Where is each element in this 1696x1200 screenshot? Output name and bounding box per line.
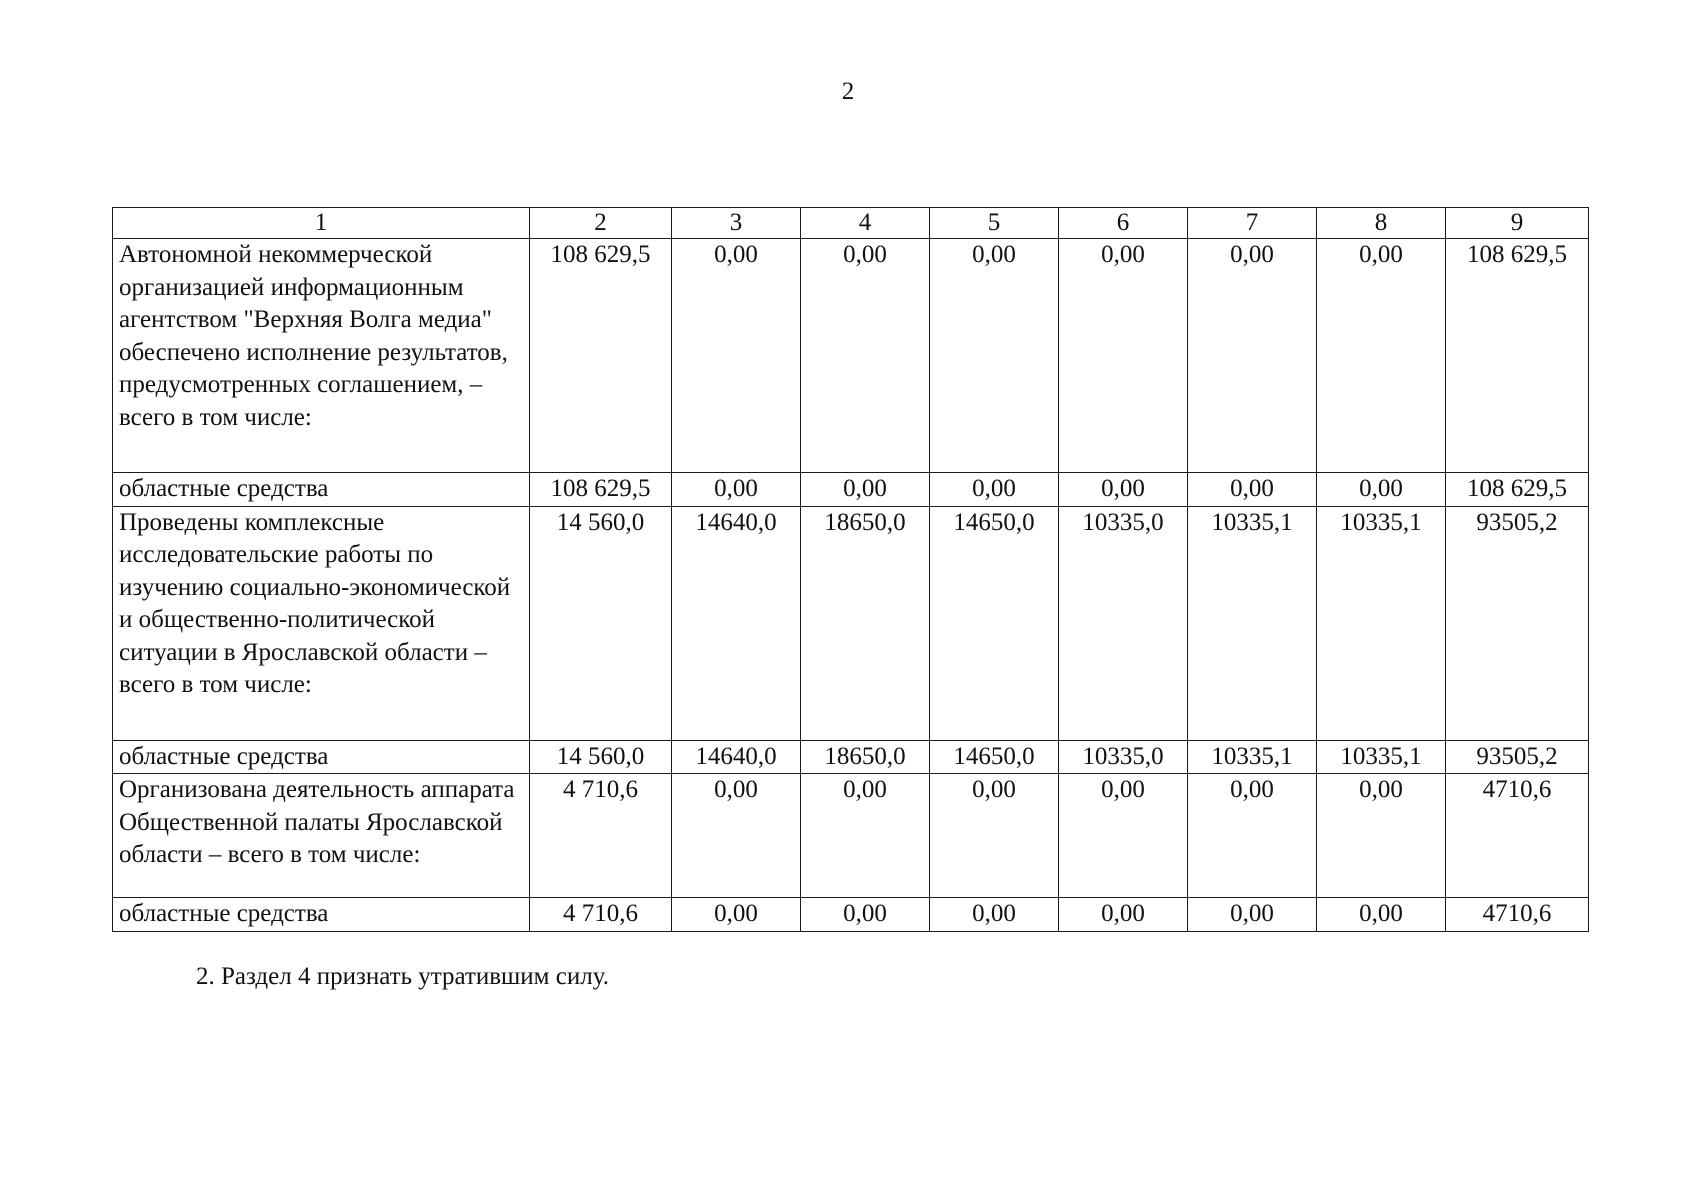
value-cell: 0,00 <box>1188 774 1317 898</box>
value-cell: 108 629,5 <box>530 239 672 473</box>
table-row <box>113 239 1589 473</box>
table-row <box>113 774 1589 898</box>
row-label: Организована деятельность аппарата Общественной палаты Ярославской области – всего в том числе: <box>113 774 530 898</box>
table-row <box>113 740 1589 774</box>
value-cell: 14650,0 <box>930 740 1059 774</box>
page-number: 2 <box>841 78 855 105</box>
row-label: областные средства <box>113 898 530 932</box>
row-label: Проведены комплексные исследовательские работы по изучению социально-экономической и общественно-политической ситуации в Ярославской области – всего в том числе: <box>113 506 530 740</box>
value-cell: 0,00 <box>1188 473 1317 507</box>
value-cell: 93505,2 <box>1446 506 1589 740</box>
row-label: областные средства <box>113 740 530 774</box>
value-cell: 0,00 <box>1317 898 1446 932</box>
value-cell: 18650,0 <box>801 506 930 740</box>
column-header: 2 <box>530 208 672 239</box>
value-cell: 0,00 <box>1188 239 1317 473</box>
value-cell: 14640,0 <box>672 506 801 740</box>
value-cell: 10335,1 <box>1317 506 1446 740</box>
value-cell: 93505,2 <box>1446 740 1589 774</box>
table-row <box>113 898 1589 932</box>
column-header: 4 <box>801 208 930 239</box>
value-cell: 0,00 <box>1317 239 1446 473</box>
budget-table <box>112 207 1589 932</box>
value-cell: 0,00 <box>1059 239 1188 473</box>
value-cell: 0,00 <box>1317 473 1446 507</box>
value-cell: 4 710,6 <box>530 774 672 898</box>
value-cell: 108 629,5 <box>530 473 672 507</box>
value-cell: 0,00 <box>672 239 801 473</box>
value-cell: 10335,1 <box>1188 740 1317 774</box>
value-cell: 0,00 <box>1317 774 1446 898</box>
column-header: 1 <box>113 208 530 239</box>
value-cell: 14650,0 <box>930 506 1059 740</box>
column-header: 3 <box>672 208 801 239</box>
value-cell: 108 629,5 <box>1446 473 1589 507</box>
value-cell: 10335,1 <box>1188 506 1317 740</box>
value-cell: 0,00 <box>801 239 930 473</box>
value-cell: 14640,0 <box>672 740 801 774</box>
value-cell: 0,00 <box>1188 898 1317 932</box>
row-label: областные средства <box>113 473 530 507</box>
value-cell: 4 710,6 <box>530 898 672 932</box>
column-header: 8 <box>1317 208 1446 239</box>
value-cell: 0,00 <box>930 473 1059 507</box>
value-cell: 0,00 <box>801 774 930 898</box>
table-row <box>113 473 1589 507</box>
value-cell: 0,00 <box>672 898 801 932</box>
table-body <box>113 208 1589 932</box>
table-row <box>113 506 1589 740</box>
value-cell: 10335,0 <box>1059 740 1188 774</box>
table-header-row <box>113 208 1589 239</box>
value-cell: 10335,0 <box>1059 506 1188 740</box>
value-cell: 0,00 <box>1059 774 1188 898</box>
value-cell: 14 560,0 <box>530 740 672 774</box>
value-cell: 0,00 <box>930 898 1059 932</box>
value-cell: 0,00 <box>930 239 1059 473</box>
value-cell: 0,00 <box>801 473 930 507</box>
value-cell: 0,00 <box>930 774 1059 898</box>
value-cell: 14 560,0 <box>530 506 672 740</box>
column-header: 9 <box>1446 208 1589 239</box>
value-cell: 0,00 <box>672 473 801 507</box>
value-cell: 0,00 <box>1059 473 1188 507</box>
value-cell: 10335,1 <box>1317 740 1446 774</box>
value-cell: 4710,6 <box>1446 898 1589 932</box>
column-header: 7 <box>1188 208 1317 239</box>
value-cell: 4710,6 <box>1446 774 1589 898</box>
closing-note: 2. Раздел 4 признать утратившим силу. <box>196 963 609 990</box>
value-cell: 0,00 <box>801 898 930 932</box>
value-cell: 0,00 <box>672 774 801 898</box>
value-cell: 18650,0 <box>801 740 930 774</box>
value-cell: 0,00 <box>1059 898 1188 932</box>
column-header: 5 <box>930 208 1059 239</box>
row-label: Автономной некоммерческой организацией информационным агентством "Верхняя Волга медиа" обеспечено исполнение результатов, предусмотренных соглашением, – всего в том числе: <box>113 239 530 473</box>
column-header: 6 <box>1059 208 1188 239</box>
value-cell: 108 629,5 <box>1446 239 1589 473</box>
